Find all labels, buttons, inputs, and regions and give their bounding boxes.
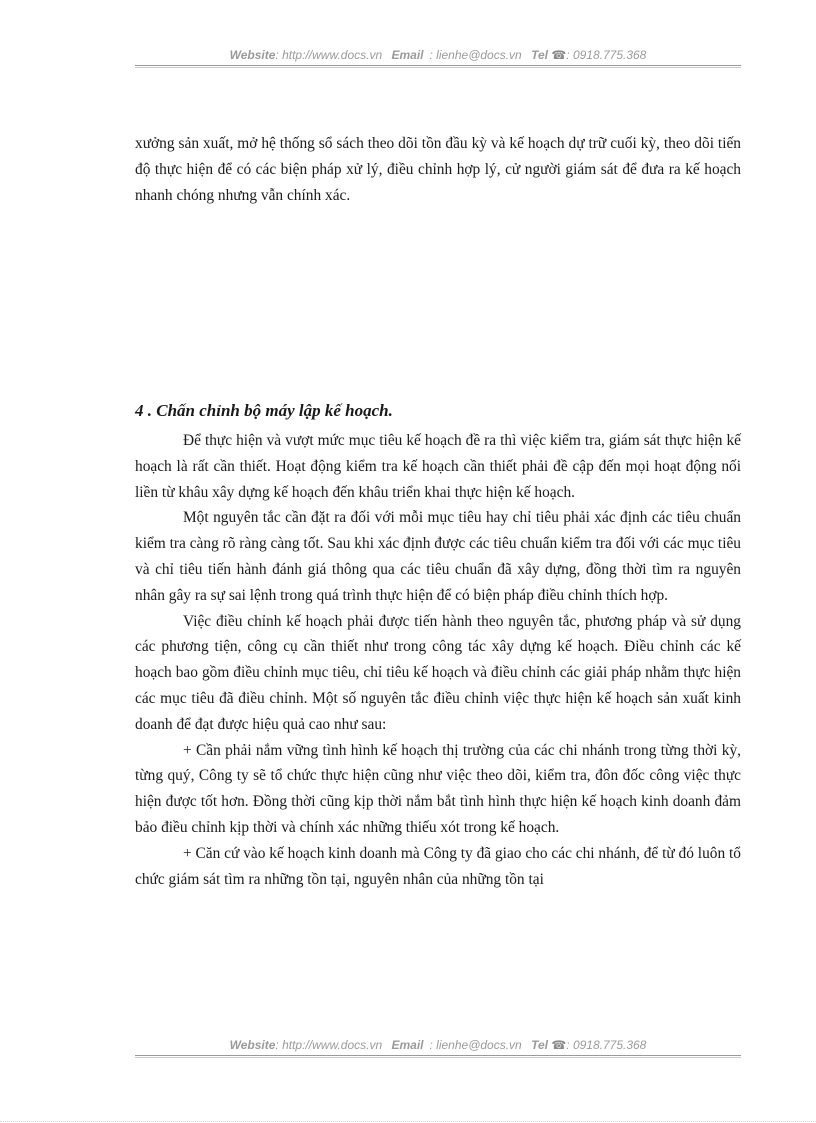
phone-icon: ☎ [551,48,567,62]
header-email-label: Email [391,48,424,62]
footer-email-value[interactable]: : lienhe@docs.vn [429,1038,522,1052]
phone-icon: ☎ [551,1038,567,1052]
intro-block [135,131,741,208]
header-email-value[interactable]: : lienhe@docs.vn [429,48,522,62]
header-rule-secondary [135,67,741,68]
footer-rule [135,1055,741,1056]
page-footer [135,1037,741,1053]
paragraph: + Cần phải nắm vững tình hình kế hoạch thị trường của các chi nhánh trong từng thời kỳ, từng quý, Công ty sẽ tổ chức thực hiện cũng như việc theo dõi, kiểm tra, đôn đốc công việc thực hiện được tốt hơn. Đồng thời cũng kịp thời nắm bắt tình hình thực hiện kế hoạch kinh doanh đảm bảo điều chỉnh kịp thời và chính xác những thiếu xót trong kế hoạch. [135,741,741,836]
footer-email-label: Email [391,1038,424,1052]
page-bottom-border [0,1121,816,1122]
paragraph: + Căn cứ vào kế hoạch kinh doanh mà Công ty đã giao cho các chi nhánh, để từ đó luôn tổ chức giám sát tìm ra những tồn tại, nguyên nhân của những tồn tại [135,844,741,888]
header-tel-label: Tel [531,48,548,62]
header-rule [135,65,741,66]
header-website-value[interactable]: : http://www.docs.vn [275,48,383,62]
footer-tel-value: : 0918.775.368 [566,1038,647,1052]
paragraph: Việc điều chỉnh kế hoạch phải được tiến hành theo nguyên tắc, phương pháp và sử dụng các phương tiện, công cụ cần thiết như trong công tác xây dựng kế hoạch. Điều chỉnh các kế hoạch bao gồm điều chỉnh mục tiêu, chỉ tiêu kế hoạch và điều chỉnh các giải pháp nhằm thực hiện các mục tiêu đã điều chỉnh. Một số nguyên tắc điều chỉnh việc thực hiện kế hoạch sản xuất kinh doanh để đạt được hiệu quả cao như sau: [135,612,741,733]
paragraph: Để thực hiện và vượt mức mục tiêu kế hoạch đề ra thì việc kiểm tra, giám sát thực hiện kế hoạch là rất cần thiết. Hoạt động kiểm tra kế hoạch cần thiết phải đề cập đến mọi hoạt động nối liền từ khâu xây dựng kế hoạch đến khâu triển khai thực hiện kế hoạch. [135,432,741,501]
section-heading: 4 . Chấn chỉnh bộ máy lập kế hoạch. [135,401,393,420]
paragraph: Một nguyên tắc cần đặt ra đối với mỗi mục tiêu hay chỉ tiêu phải xác định các tiêu chuẩn kiểm tra càng rõ ràng càng tốt. Sau khi xác định được các tiêu chuẩn kiểm tra đối với các mục tiêu và chỉ tiêu tiến hành đánh giá thông qua các tiêu chuẩn đã xây dựng, đồng thời tìm ra nguyên nhân gây ra sự sai lệnh trong quá trình thực hiện để có biện pháp điều chỉnh thích hợp. [135,509,741,604]
section-body [135,428,741,892]
header-tel-value: : 0918.775.368 [566,48,647,62]
footer-website-label: Website [229,1038,276,1052]
page-header [135,47,741,63]
intro-paragraph: xưởng sản xuất, mở hệ thống sổ sách theo dõi tồn đầu kỳ và kế hoạch dự trữ cuối kỳ, theo dõi tiến độ thực hiện để có các biện pháp xử lý, điều chỉnh hợp lý, cử người giám sát để đưa ra kế hoạch nhanh chóng nhưng vẫn chính xác. [135,135,741,204]
footer-website-value[interactable]: : http://www.docs.vn [275,1038,383,1052]
footer-rule-secondary [135,1057,741,1058]
footer-tel-label: Tel [531,1038,548,1052]
header-website-label: Website [229,48,276,62]
